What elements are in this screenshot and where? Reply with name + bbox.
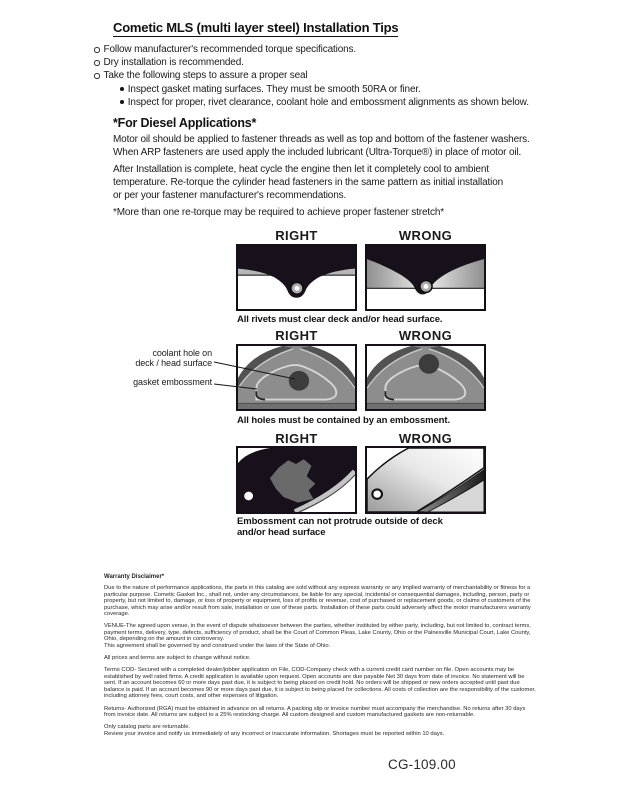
gasket-embossment-label bbox=[100, 377, 212, 387]
warranty-paragraph: This agreement shall be governed by and construed under the laws of the State of Ohio. bbox=[104, 642, 331, 649]
caption-line: and/or head surface bbox=[237, 526, 326, 538]
page-code: CG-109.00 bbox=[388, 757, 456, 772]
bullet-item bbox=[94, 43, 529, 56]
diagram-rivet-wrong bbox=[365, 244, 486, 311]
diagram-protrude-wrong bbox=[365, 446, 486, 514]
warranty-heading: Warranty Disclaimer* bbox=[104, 574, 165, 580]
bullet-text: Take the following steps to assure a proper seal bbox=[103, 70, 308, 82]
warranty-paragraph: All prices and terms are subject to change without notice. bbox=[104, 655, 251, 662]
diesel-paragraph-2 bbox=[113, 163, 503, 203]
caption-holes bbox=[237, 416, 450, 427]
bullet-text: Dry installation is recommended. bbox=[103, 57, 244, 69]
circle-bullet-icon bbox=[94, 47, 100, 53]
warranty-paragraph: Only catalog parts are returnable. bbox=[104, 724, 191, 731]
retorque-note: *More than one re-torque may be required to achieve proper fastener stretch* bbox=[113, 207, 445, 218]
warranty-paragraph: Returns- Authorized (RGA) must be obtained in advance on all returns. A packing slip or invoice number must accompany the merchandise. No returns after 30 days from invoice date. All returns are subject to a 25% restocking charge. All custom designed and custom manufactured gaskets are non-returnable. bbox=[104, 705, 526, 718]
caption-line: Embossment can not protrude outside of deck bbox=[237, 516, 443, 527]
paragraph-line: or per your fastener manufacturer's recommendations. bbox=[113, 190, 347, 202]
label-line: deck / head surface bbox=[135, 358, 212, 368]
warranty-section bbox=[104, 574, 538, 743]
label-line: gasket embossment bbox=[133, 377, 212, 387]
paragraph-line: temperature. Re-torque the cylinder head fasteners in the same pattern as initial installation bbox=[113, 177, 504, 189]
bullet-item bbox=[94, 69, 529, 82]
warranty-paragraph: Review your invoice and notify us immediately of any incorrect or inaccurate information. Shortages must be reported within 10 days. bbox=[104, 730, 445, 737]
right-label: RIGHT bbox=[275, 431, 318, 446]
caption-line: All rivets must clear deck and/or head surface. bbox=[237, 314, 443, 325]
protrude-wrong-illustration bbox=[367, 448, 484, 512]
coolant-hole-label bbox=[100, 348, 212, 368]
diagram-protrude-right bbox=[236, 446, 357, 514]
circle-bullet-icon bbox=[94, 60, 100, 66]
paragraph-line: After Installation is complete, heat cycle the engine then let it completely cool to ambient bbox=[113, 164, 489, 175]
paragraph-line: Motor oil should be applied to fastener threads as well as top and bottom of the fastener washers. bbox=[113, 134, 530, 145]
wrong-label: WRONG bbox=[398, 328, 453, 343]
warranty-paragraph: VENUE-The agreed upon venue, in the event of dispute whatsoever between the parties, whether instituted by either party, including, but not limited to, contract terms, payment terms, delivery, type, defects, sufficiency of product, shall be the Court of Common Pleas, Lake County, Ohio or the Painesville Municipal Court, Lake County, Ohio, depending on the amount in controversy. bbox=[104, 623, 531, 643]
wrong-label: WRONG bbox=[398, 431, 453, 446]
bullet-list bbox=[94, 43, 529, 109]
bullet-text: Follow manufacturer's recommended torque specifications. bbox=[103, 44, 357, 55]
warranty-paragraph: Terms COD- Secured with a completed dealer/jobber application on File, COD-Company check with a current credit card number on file. Open accounts may be established by well rated firms. A credit application is available upon request. Open accounts are due payable Net 30 days from date of invoice. No statement will be sent. If an account becomes 60 or more days past due, it is subject to being placed on credit hold. No orders will be shipped or new orders accepted until past due balance is paid. If an account becomes 90 or more days past due, it is subject to being placed for collections. All costs of collection are the responsibility of the customer, including attorney fees, court costs, and other expenses of litigation. bbox=[104, 667, 536, 700]
paragraph-line: When ARP fasteners are used apply the included lubricant (Ultra-Torque®) in place of motor oil. bbox=[113, 147, 522, 159]
label-line: coolant hole on bbox=[152, 348, 212, 358]
leader-line-icon bbox=[212, 355, 302, 395]
circle-bullet-icon bbox=[94, 73, 100, 79]
dot-bullet-icon bbox=[120, 87, 124, 91]
caption-line: All holes must be contained by an embossment. bbox=[237, 415, 450, 426]
bullet-text: Inspect gasket mating surfaces. They must be smooth 50RA or finer. bbox=[127, 83, 421, 95]
right-label: RIGHT bbox=[275, 228, 318, 243]
rivet-right-illustration bbox=[238, 246, 355, 309]
warranty-paragraph: Due to the nature of performance applications, the parts in this catalog are sold without any express warranty or any implied warranty of merchantability or fitness for a particular purpose. Cometic Gasket Inc., shall not, under any circumstances, be liable for any special, incidental or consequential damages, including, person, party or property, but not limited to, damage, or loss of property or equipment, loss of profits or revenue, cost of purchased or replacement goods, or claims of customers of the purchase, which may arise and/or result from sale, installation or use of these parts. Installation of these parts could adversely affect the motor manufacturers warranty coverage. bbox=[104, 585, 531, 618]
dot-bullet-icon bbox=[120, 100, 124, 104]
bullet-text: Inspect for proper, rivet clearance, coolant hole and embossment alignments as shown below. bbox=[127, 96, 529, 108]
rivet-wrong-illustration bbox=[367, 246, 484, 309]
protrude-right-illustration bbox=[238, 448, 355, 512]
diagram-rivet-right bbox=[236, 244, 357, 311]
sub-bullet-item bbox=[120, 83, 529, 96]
embossment-wrong-illustration bbox=[367, 346, 484, 409]
diagram-embossment-wrong bbox=[365, 344, 486, 411]
caption-rivets bbox=[237, 315, 442, 326]
diesel-paragraph-1 bbox=[113, 133, 530, 159]
diesel-heading: *For Diesel Applications* bbox=[113, 116, 257, 130]
bullet-item bbox=[94, 56, 529, 69]
right-label: RIGHT bbox=[275, 328, 318, 343]
sub-bullet-item bbox=[120, 96, 529, 109]
page-title: Cometic MLS (multi layer steel) Installation Tips bbox=[113, 20, 399, 35]
caption-protrude bbox=[237, 517, 443, 538]
wrong-label: WRONG bbox=[398, 228, 453, 243]
